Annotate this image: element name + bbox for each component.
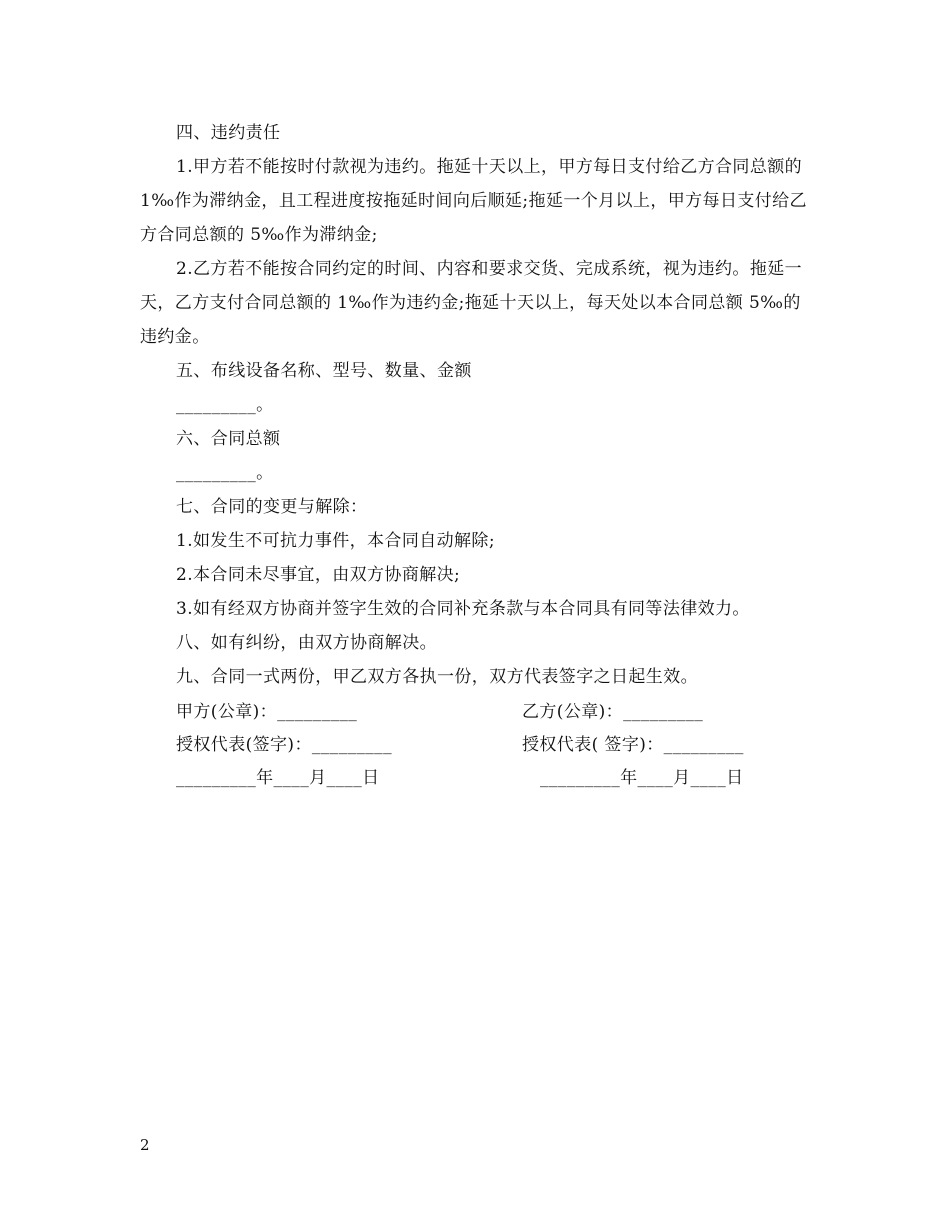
equipment-blank: _________。 (176, 395, 274, 415)
clause-force-majeure: 1.如发生不可抗力事件，本合同自动解除; (176, 531, 495, 551)
party-a-seal-field: 甲方(公章)：_________ (176, 702, 358, 722)
section-heading-change: 七、合同的变更与解除： (176, 497, 368, 517)
seal-row (176, 696, 816, 729)
party-a-date-field: _________年____月____日 (176, 768, 380, 788)
party-b-date-field: _________年____月____日 (540, 768, 744, 788)
section-heading-total: 六、合同总额 (176, 429, 281, 449)
page-number: 2 (140, 1136, 150, 1154)
party-b-seal-field: 乙方(公章)：_________ (522, 702, 704, 722)
section-disputes: 八、如有纠纷，由双方协商解决。 (176, 633, 437, 653)
section-heading-equipment: 五、布线设备名称、型号、数量、金额 (176, 361, 472, 381)
signature-block (176, 696, 816, 795)
party-a-rep-field: 授权代表(签字)：_________ (176, 735, 392, 755)
clause-party-b-breach: 2.乙方若不能按合同约定的时间、内容和要求交货、完成系统，视为违约。拖延一天，乙方支付合同总额的 1‰作为违约金;拖延十天以上，每天处以本合同总额 5‰的违约金。 (140, 259, 803, 347)
clause-party-a-breach: 1.甲方若不能按时付款视为违约。拖延十天以上，甲方每日支付给乙方合同总额的 1‰作为滞纳金，且工程进度按拖延时间向后顺延;拖延一个月以上，甲方每日支付给乙方合同总额的 5‰作为滞纳金; (140, 157, 807, 245)
section-copies: 九、合同一式两份，甲乙双方各执一份，双方代表签字之日起生效。 (176, 667, 698, 687)
clause-supplement: 3.如有经双方协商并签字生效的合同补充条款与本合同具有同等法律效力。 (176, 599, 750, 619)
representative-row (176, 729, 816, 762)
clause-unresolved: 2.本合同未尽事宜，由双方协商解决; (176, 565, 461, 585)
date-row (176, 762, 816, 795)
contract-body (140, 116, 812, 694)
party-b-rep-field: 授权代表( 签字)：_________ (522, 735, 744, 755)
section-heading-breach: 四、违约责任 (176, 123, 281, 143)
total-blank: _________。 (176, 463, 274, 483)
